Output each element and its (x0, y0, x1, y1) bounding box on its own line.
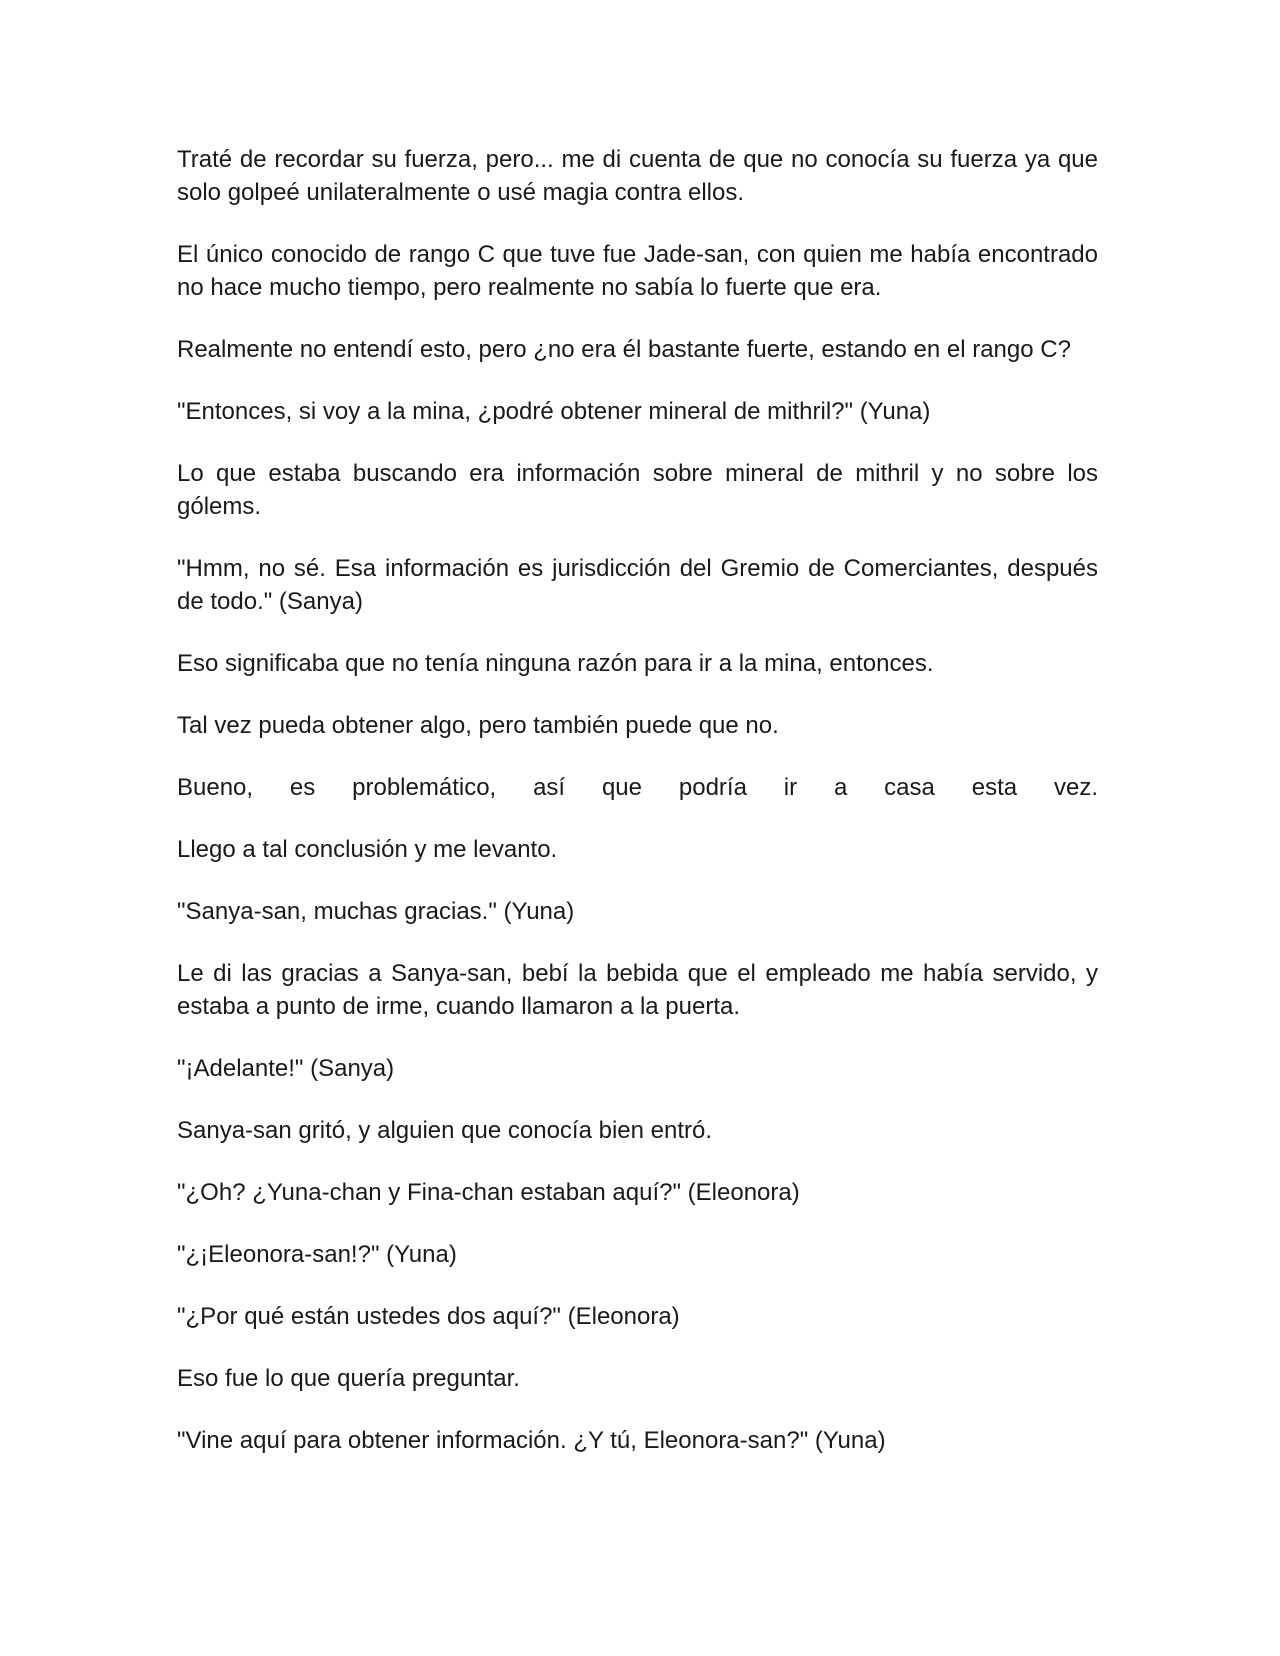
paragraph: "Entonces, si voy a la mina, ¿podré obtener mineral de mithril?" (Yuna) (177, 398, 931, 425)
paragraph: "¿Oh? ¿Yuna-chan y Fina-chan estaban aquí?" (Eleonora) (177, 1179, 800, 1206)
paragraph: "Hmm, no sé. Esa información es jurisdicción del Gremio de Comerciantes, después de todo." (Sanya) (177, 555, 1098, 615)
paragraph: Llego a tal conclusión y me levanto. (177, 836, 558, 863)
paragraph: "Vine aquí para obtener información. ¿Y tú, Eleonora-san?" (Yuna) (177, 1427, 886, 1454)
paragraph: Le di las gracias a Sanya-san, bebí la bebida que el empleado me había servido, y estaba a punto de irme, cuando llamaron a la puerta. (177, 960, 1098, 1020)
paragraph: Lo que estaba buscando era información sobre mineral de mithril y no sobre los gólems. (177, 460, 1098, 520)
paragraph: Realmente no entendí esto, pero ¿no era él bastante fuerte, estando en el rango C? (177, 336, 1071, 363)
paragraph: Bueno, es problemático, así que podría ir a casa esta vez. (177, 774, 1098, 801)
document-body (177, 143, 1098, 1486)
paragraph: "¡Adelante!" (Sanya) (177, 1055, 395, 1082)
paragraph: Traté de recordar su fuerza, pero... me di cuenta de que no conocía su fuerza ya que solo golpeé unilateralmente o usé magia contra ellos. (177, 146, 1098, 206)
paragraph: Eso significaba que no tenía ninguna razón para ir a la mina, entonces. (177, 650, 934, 677)
paragraph: El único conocido de rango C que tuve fue Jade-san, con quien me había encontrado no hace mucho tiempo, pero realmente no sabía lo fuerte que era. (177, 241, 1098, 301)
paragraph: "Sanya-san, muchas gracias." (Yuna) (177, 898, 575, 925)
paragraph: Tal vez pueda obtener algo, pero también puede que no. (177, 712, 779, 739)
paragraph: Eso fue lo que quería preguntar. (177, 1365, 520, 1392)
paragraph: "¿¡Eleonora-san!?" (Yuna) (177, 1241, 457, 1268)
paragraph: Sanya-san gritó, y alguien que conocía bien entró. (177, 1117, 713, 1144)
paragraph: "¿Por qué están ustedes dos aquí?" (Eleonora) (177, 1303, 680, 1330)
